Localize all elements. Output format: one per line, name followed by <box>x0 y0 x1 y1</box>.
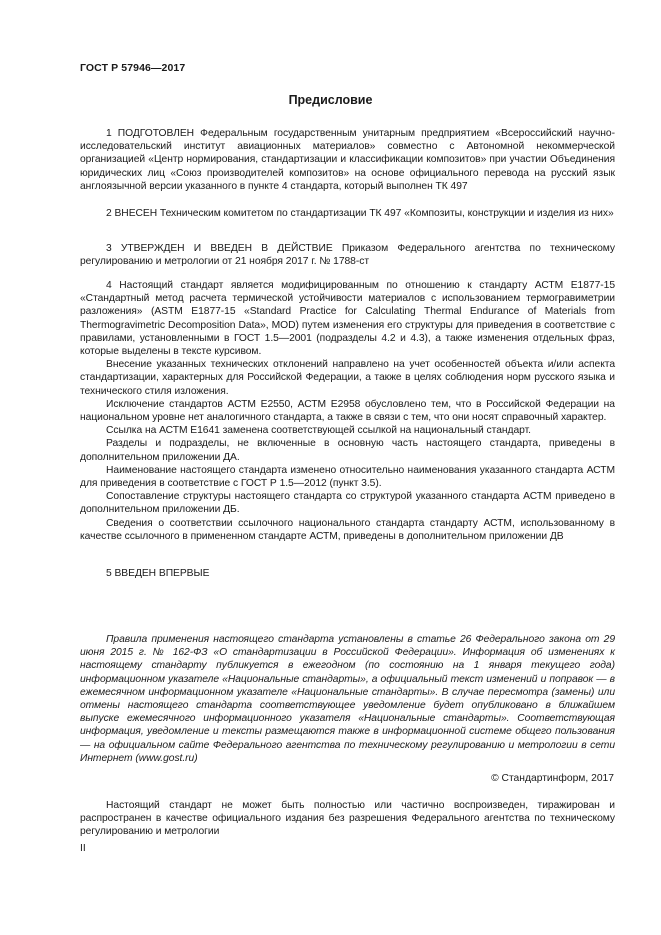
copyright: © Стандартинформ, 2017 <box>491 773 614 784</box>
section-title: Предисловие <box>288 93 373 107</box>
item-4 <box>80 279 615 543</box>
item-3-text: 3 УТВЕРЖДЕН И ВВЕДЕН В ДЕЙСТВИЕ Приказом Федерального агентства по техническому регулированию и метрологии от 21 ноября 2017 г. № 1788-ст <box>80 243 615 268</box>
item-3 <box>80 242 615 268</box>
item-1 <box>80 127 615 193</box>
document-code: ГОСТ Р 57946—2017 <box>80 62 186 74</box>
legal-notice <box>80 633 615 765</box>
item-2-text: 2 ВНЕСЕН Техническим комитетом по стандартизации ТК 497 «Композиты, конструкции и изделия из них» <box>106 208 614 219</box>
item-4-paragraph: Разделы и подразделы, не включенные в основную часть настоящего стандарта, приведены в дополнительном приложении ДА. <box>80 438 615 463</box>
legal-notice-text: Правила применения настоящего стандарта установлены в статье 26 Федерального закона от 29 июня 2015 г. № 162-ФЗ «О стандартизации в Российской Федерации». Информация об изменениях к настоящему стандарту публикуется в ежегодном (по состоянию на 1 января текущего года) информационном указателе «Национальные стандарты», а официальный текст изменений и поправок — в ежемесячном информационном указателе «Национальные стандарты». В случае пересмотра (замены) или отмены настоящего стандарта соответствующее уведомление будет опубликовано в ближайшем выпуске ежемесячного информационного указателя «Национальные стандарты». Соответствующая информация, уведомление и тексты размещаются также в информационной системе общего пользования — на официальном сайте Федерального агентства по техническому регулированию и метрологии в сети Интернет (www.gost.ru) <box>80 634 615 764</box>
item-4-paragraph: 4 Настоящий стандарт является модифицированным по отношению к стандарту АСТМ Е1877-15 «Стандартный метод расчета термической устойчивости материалов с использованием термогравиметрии разложения» (ASTM E1877-15 «Standard Practice for Calculating Thermal Endurance of Materials from Thermogravimetric Decomposition Data», MOD) путем изменения его структуры для приведения в соответствие с правилами, установленными в ГОСТ 1.5—2001 (подразделы 4.2 и 4.3), а также изменения отдельных фраз, которые выделены в тексте курсивом. <box>80 280 615 358</box>
item-4-paragraph: Наименование настоящего стандарта изменено относительно наименования указанного стандарта АСТМ для приведения в соответствие с ГОСТ Р 1.5—2012 (пункт 3.5). <box>80 464 615 490</box>
item-2 <box>80 207 615 220</box>
item-4-paragraph: Ссылка на АСТМ Е1641 заменена соответствующей ссылкой на национальный стандарт. <box>106 425 531 437</box>
item-1-text: 1 ПОДГОТОВЛЕН Федеральным государственным унитарным предприятием «Всероссийский научно-исследовательский институт авиационных материалов» совместно с Автономной некоммерческой организацией «Центр нормирования, стандартизации и классификации композитов» при участии Объединения юридических лиц «Союз производителей композитов» на основе официального перевода на русский язык англоязычной версии указанного в пункте 4 стандарта, который выполнен ТК 497 <box>80 128 615 192</box>
item-4-paragraph: Исключение стандартов АСТМ Е2550, АСТМ Е2958 обусловлено тем, что в Российской Федерации на национальном уровне нет аналогичного стандарта, а также в связи с тем, что они носят справочный характер. <box>80 398 615 424</box>
item-4-paragraph: Сопоставление структуры настоящего стандарта со структурой указанного стандарта АСТМ приведено в дополнительном приложении ДБ. <box>80 491 615 516</box>
reproduction-notice <box>80 799 615 839</box>
item-4-paragraph: Внесение указанных технических отклонений направлено на учет особенностей объекта и/или аспекта стандартизации, характерных для Российской Федерации, а также в целях соблюдения норм русского языка и технического стиля изложения. <box>80 359 615 397</box>
page-number: II <box>80 843 86 854</box>
item-4-paragraph: Сведения о соответствии ссылочного национального стандарта стандарту АСТМ, использованному в качестве ссылочного в примененном стандарте АСТМ, приведены в дополнительном приложении ДВ <box>80 517 615 542</box>
item-5-text: 5 ВВЕДЕН ВПЕРВЫЕ <box>106 568 210 579</box>
reproduction-notice-text: Настоящий стандарт не может быть полностью или частично воспроизведен, тиражирован и распространен в качестве официального издания без разрешения Федерального агентства по техническому регулированию и метрологии <box>80 800 615 838</box>
item-5 <box>80 567 615 580</box>
